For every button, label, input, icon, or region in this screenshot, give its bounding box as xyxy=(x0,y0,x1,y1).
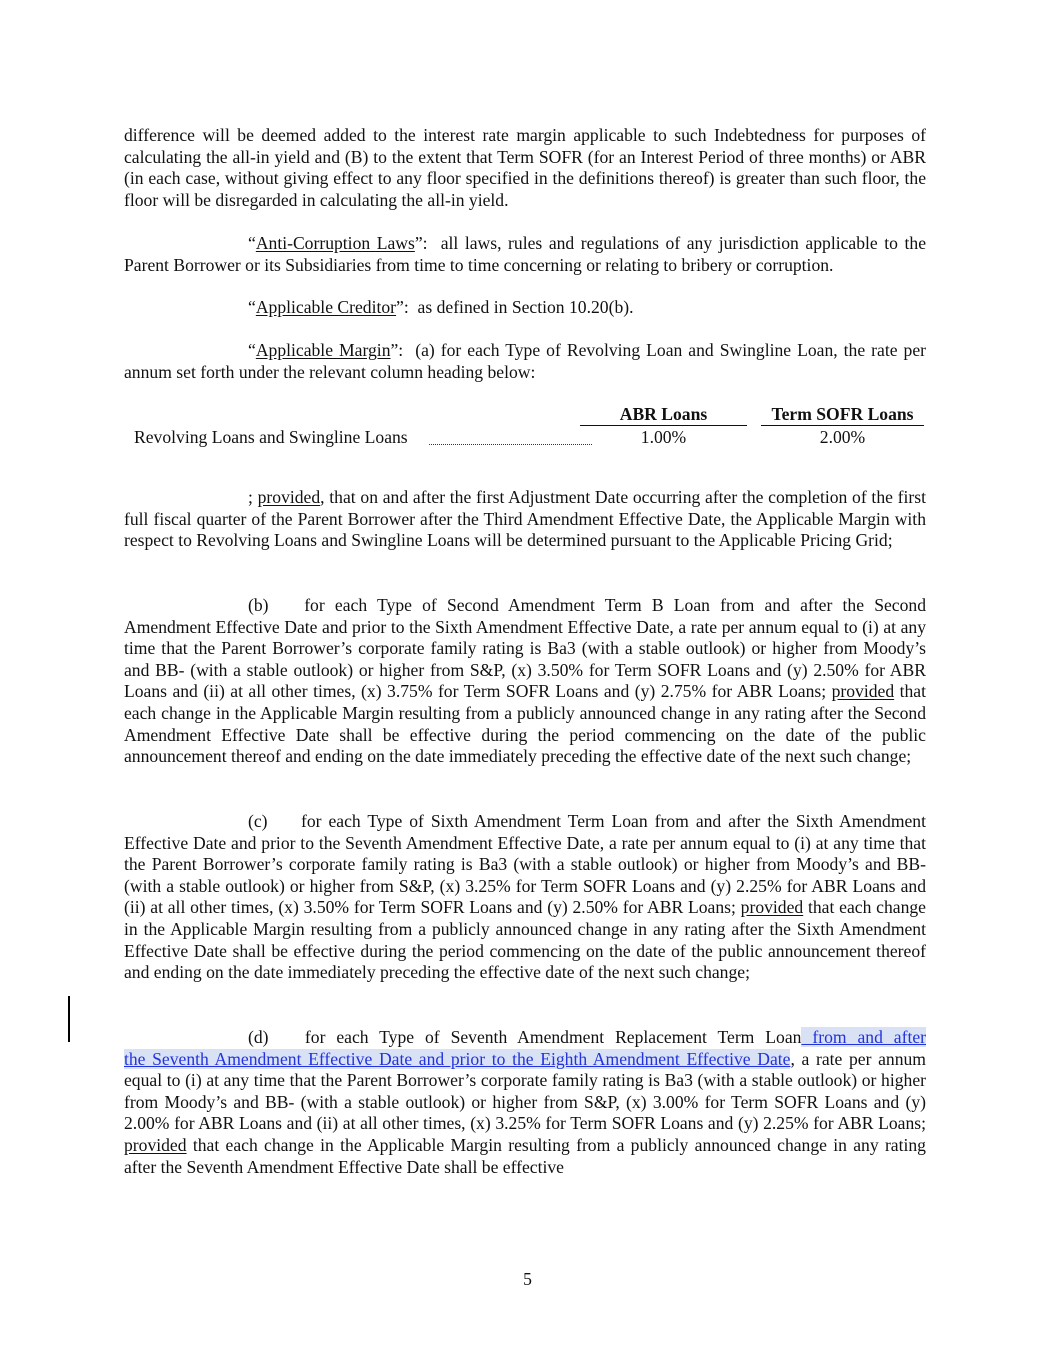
clause-label: (c) xyxy=(248,811,268,831)
clause-b xyxy=(124,595,926,768)
open-quote: “ xyxy=(248,340,256,360)
definition-body: as defined in Section 10.20(b). xyxy=(417,297,634,317)
proviso-revolving xyxy=(124,487,926,552)
clause-label: (d) xyxy=(248,1027,269,1047)
close-quote: ”: xyxy=(414,233,428,253)
clause-label: (b) xyxy=(248,595,269,615)
inserted-text: from and after xyxy=(801,1027,926,1047)
dotted-leader xyxy=(429,444,592,445)
row-label: Revolving Loans and Swingline Loans xyxy=(134,427,408,447)
clause-body-continued: , a rate per annum equal to (i) at any time that the Parent Borrower’s corporate family rating is Ba3 (with a stable outlook) or higher from Moody’s and BB- (with a stable outlook) or higher from S&P, (x) 3.00% for Term SOFR Loans and (y) 2.00% for ABR Loans and (ii) at all other times, (x) 3.25% for Term SOFR Loans and (y) 2.25% for ABR Loans; xyxy=(124,1048,926,1134)
clause-d xyxy=(124,1027,926,1178)
margin-table xyxy=(124,404,926,450)
definition-applicable-margin xyxy=(124,340,926,383)
clause-body-continued: that each change in the Applicable Margin resulting from a publicly announced change in any rating after the Second Amendment Effective Date shall be effective during the period commencing on the date of the public announcement thereof and ending on the date immediately preceding the effective date of the next such change; xyxy=(124,681,926,767)
cell-abr-value: 1.00% xyxy=(640,427,687,447)
cell-term-sofr-value: 2.00% xyxy=(819,427,866,447)
column-header-term-sofr xyxy=(761,404,924,426)
defined-term: Applicable Margin xyxy=(255,340,391,360)
clause-body-continued: that each change in the Applicable Margin resulting from a publicly announced change in any rating after the Sixth Amendment Effective Date shall be effective during the period commencing on the date of the public announcement thereof and ending on the date immediately preceding the effective date of the next such change; xyxy=(124,897,926,983)
underlined-provided: provided xyxy=(257,487,321,507)
definition-body: (a) for each Type of Revolving Loan and Swingline Loan, the rate per annum set forth under the relevant column heading below: xyxy=(124,340,927,382)
clause-body: for each Type of Second Amendment Term B Loan from and after the Second Amendment Effective Date and prior to the Sixth Amendment Effective Date, a rate per annum equal to (i) at any time that the Parent Borrower’s corporate family rating is Ba3 (with a stable outlook) or higher from Moody’s and BB- (with a stable outlook) or higher from S&P, (x) 3.50% for Term SOFR Loans and (y) 2.50% for ABR Loans and (ii) at all other times, (x) 3.75% for Term SOFR Loans and (y) 2.75% for ABR Loans; xyxy=(124,595,926,702)
underlined-provided: provided xyxy=(740,897,804,918)
open-quote: “ xyxy=(248,233,256,253)
defined-term: Anti-Corruption Laws xyxy=(255,233,415,253)
underlined-provided: provided xyxy=(124,1134,187,1155)
column-header-label: Term SOFR Loans xyxy=(771,404,914,424)
clause-body: for each Type of Sixth Amendment Term Loan from and after the Sixth Amendment Effective Date and prior to the Seventh Amendment Effective Date, a rate per annum equal to (i) at any time that the Parent Borrower’s corporate family rating is Ba3 (with a stable outlook) or higher from Moody’s and BB- (with a stable outlook) or higher from S&P, (x) 3.25% for Term SOFR Loans and (y) 2.25% for ABR Loans and (ii) at all other times, (x) 3.50% for Term SOFR Loans and (y) 2.50% for ABR Loans; xyxy=(124,811,926,918)
underlined-provided: provided xyxy=(831,681,895,702)
column-header-abr xyxy=(580,404,747,426)
definition-applicable-creditor xyxy=(124,297,926,319)
revision-change-bar xyxy=(68,996,70,1042)
open-quote: “ xyxy=(248,297,256,317)
defined-term: Applicable Creditor xyxy=(255,297,397,317)
clause-body-tail: that each change in the Applicable Margin resulting from a publicly announced change in any rating after the Seventh Amendment Effective Date shall be effective xyxy=(124,1134,926,1177)
clause-c xyxy=(124,811,926,984)
definition-body: all laws, rules and regulations of any jurisdiction applicable to the Parent Borrower or its Subsidiaries from time to time concerning or relating to bribery or corruption. xyxy=(124,233,927,275)
clause-body: for each Type of Seventh Amendment Replacement Term Loan xyxy=(304,1027,802,1047)
definition-anti-corruption-laws xyxy=(124,233,926,276)
page-number: 5 xyxy=(523,1269,532,1289)
inserted-text-continued: the Seventh Amendment Effective Date and prior to the Eighth Amendment Effective Date xyxy=(124,1048,791,1069)
proviso-lead: ; xyxy=(248,487,253,507)
close-quote: ”: xyxy=(396,297,409,317)
column-header-label: ABR Loans xyxy=(619,404,708,424)
close-quote: ”: xyxy=(390,340,404,360)
proviso-body: , that on and after the first Adjustment Date occurring after the completion of the first full fiscal quarter of the Parent Borrower after the Third Amendment Effective Date, the Applicable Margin with respect to Revolving Loans and Swingline Loans will be determined pursuant to the Applicable Pricing Grid; xyxy=(124,487,926,551)
paragraph-all-in-yield: difference will be deemed added to the interest rate margin applicable to such Indebtedness for purposes of calculating the all-in yield and (B) to the extent that Term SOFR (for an Interest Period of three months) or ABR (in each case, without giving effect to any floor specified in the definitions thereof) is greater than such floor, the floor will be disregarded in calculating the all-in yield. xyxy=(124,125,926,210)
